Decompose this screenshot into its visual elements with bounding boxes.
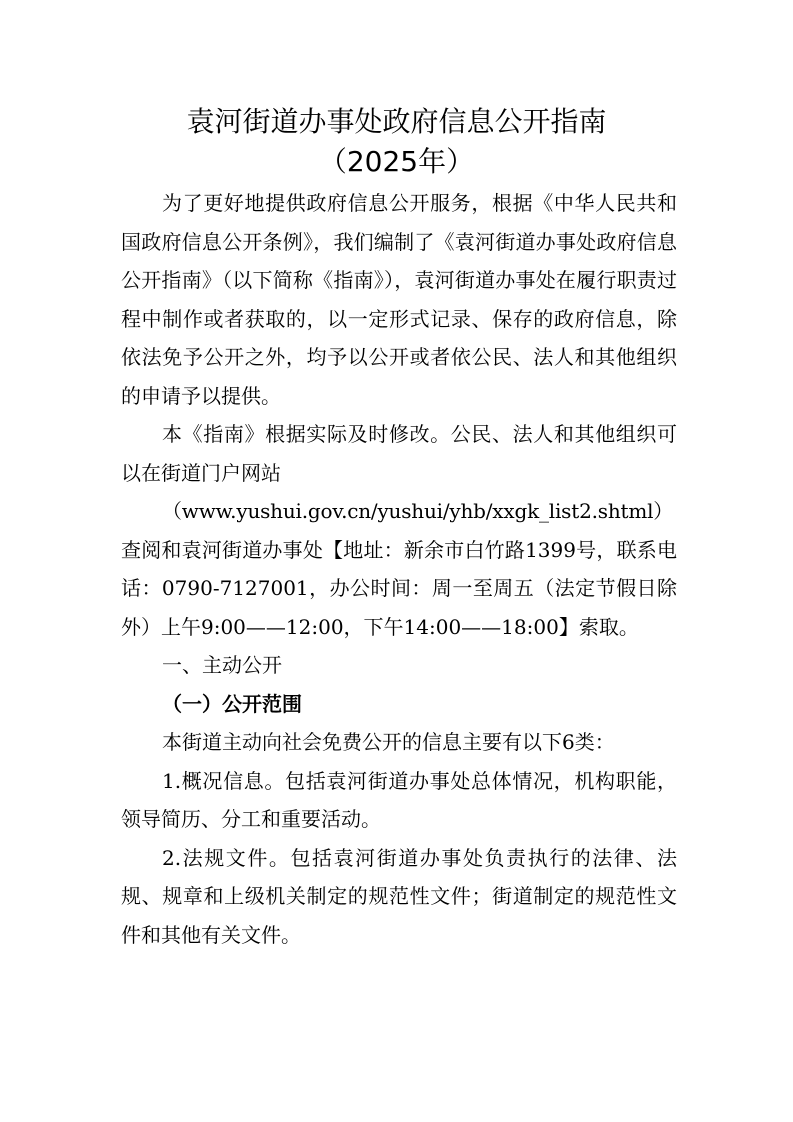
section-heading-active-disclosure: 一、主动公开 [162,653,282,677]
subsection-heading-scope: （一）公开范围 [162,691,302,716]
list-item-regulations: 2.法规文件。包括袁河街道办事处负责执行的法律、法规、规章和上级机关制定的规范性文件；街道制定的规范性文件和其他有关文件。 [121,845,677,947]
document-title: 袁河街道办事处政府信息公开指南 [186,105,607,138]
scope-paragraph: 本街道主动向社会免费公开的信息主要有以下6类： [162,730,615,754]
document-body [121,184,677,954]
portal-url: （www.yushui.gov.cn/yushui/yhb/xxgk_list2.shtml） [162,499,674,523]
contact-paragraph: 查阅和袁河街道办事处【地址：新余市白竹路1399号，联系电话：0790-7127001，办公时间：周一至周五（法定节假日除外）上午9:00——12:00，下午14:00——18:00】索取。 [121,537,677,639]
revision-paragraph: 本《指南》根据实际及时修改。公民、法人和其他组织可以在街道门户网站 [121,422,677,485]
document-subtitle: （2025年） [318,145,475,178]
list-item-overview: 1.概况信息。包括袁河街道办事处总体情况，机构职能，领导简历、分工和重要活动。 [121,768,677,831]
intro-paragraph: 为了更好地提供政府信息公开服务，根据《中华人民共和国政府信息公开条例》，我们编制了《袁河街道办事处政府信息公开指南》（以下简称《指南》），袁河街道办事处在履行职责过程中制作或者获取的，以一定形式记录、保存的政府信息，除依法免予公开之外，均予以公开或者依公民、法人和其他组织的申请予以提供。 [121,191,677,408]
